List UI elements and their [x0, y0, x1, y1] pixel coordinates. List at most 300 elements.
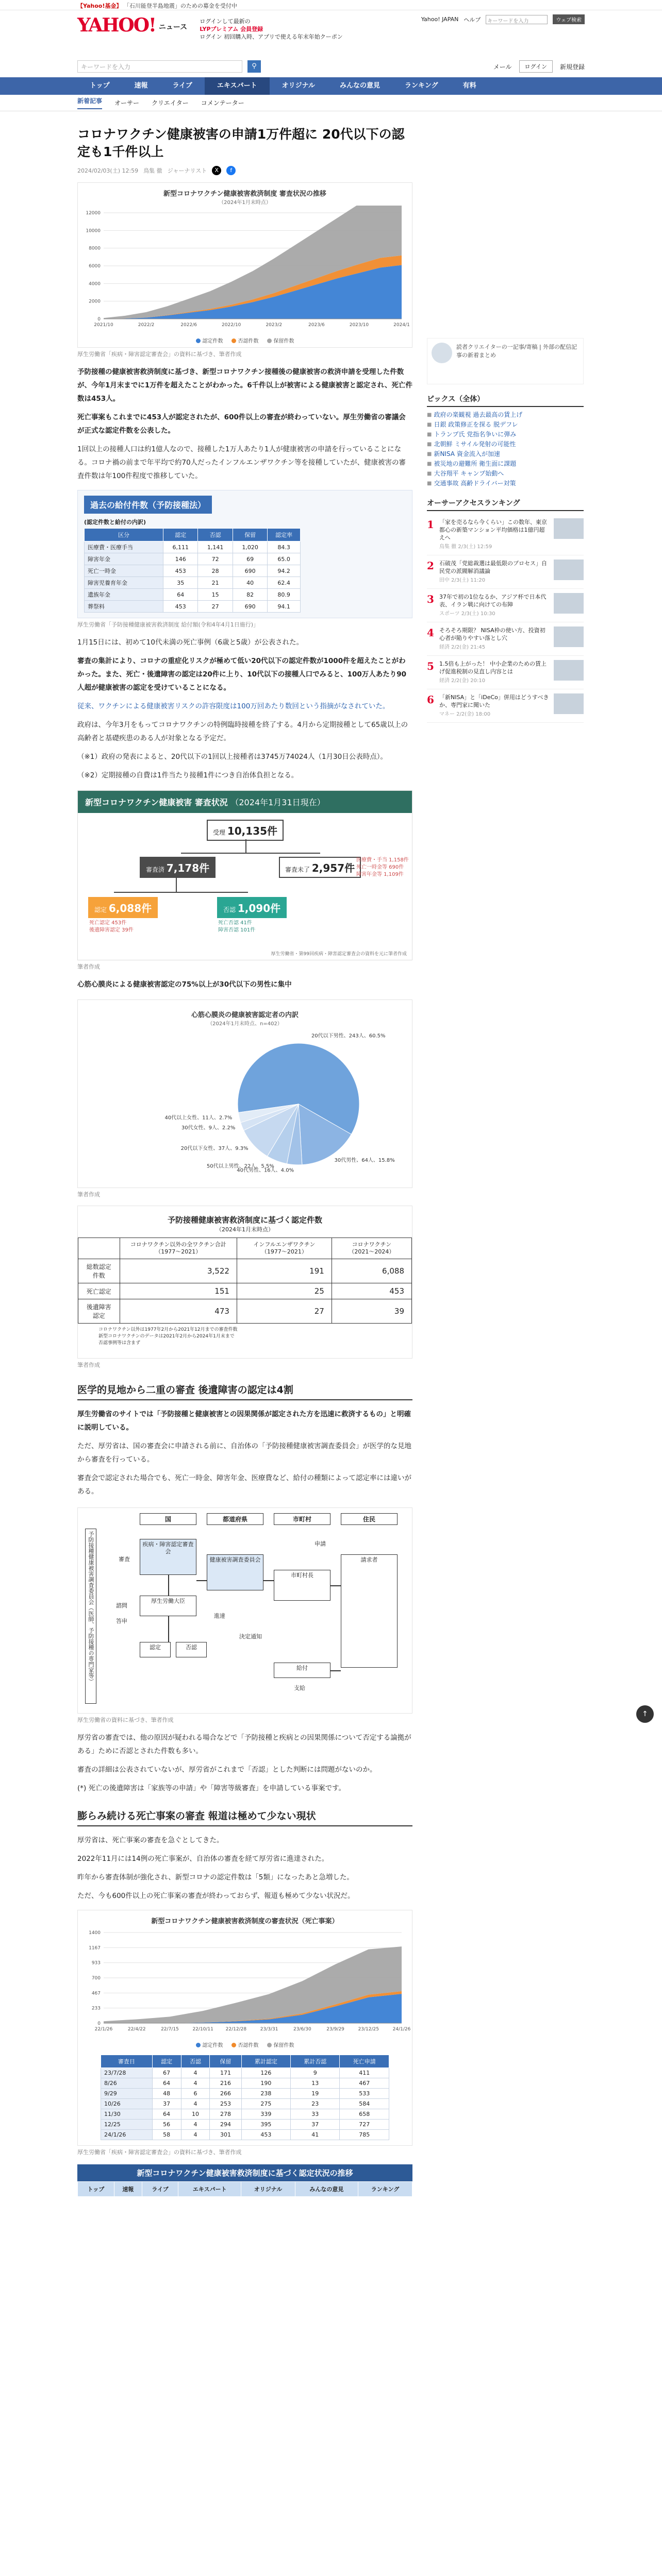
- table-cell: 64: [163, 589, 198, 601]
- table-row: [85, 565, 301, 577]
- paragraph: ただ、今も600件以上の死亡事案の審査が終わっておらず、報道も極めて少ない状況だ。: [77, 1892, 355, 1900]
- flow-arrow: [168, 1616, 169, 1642]
- nav-live[interactable]: ライブ: [172, 82, 192, 90]
- table-cell: 1,141: [198, 541, 233, 553]
- table-cell: 658: [340, 2109, 389, 2120]
- table-cell: 8/26: [101, 2078, 153, 2089]
- pending-value: 2,957件: [311, 862, 355, 874]
- table-row: [85, 541, 301, 553]
- table-cell: 80.9: [268, 589, 301, 601]
- section-heading: 膨らみ続ける死亡事案の審査 報道は極めて少ない現状: [77, 1808, 412, 1826]
- scroll-to-top-icon[interactable]: ↑: [636, 1705, 654, 1723]
- table-cell: 9/29: [101, 2089, 153, 2099]
- table-cell: 453: [241, 2130, 290, 2140]
- table-cell: 94.2: [268, 565, 301, 577]
- table-cell: 84.3: [268, 541, 301, 553]
- y-tick-label: 233: [91, 2006, 101, 2011]
- figure-caption: 厚生労働省の資料に基づき、筆者作成: [77, 1717, 174, 1723]
- pending-box: [279, 857, 361, 878]
- paragraph: [77, 654, 412, 694]
- x-tick-label: 2022/2: [138, 323, 155, 328]
- yahoo-japan-link[interactable]: Yahoo! JAPAN: [421, 16, 459, 23]
- table-cell: 23/7/28: [101, 2068, 153, 2078]
- table-cell: 690: [233, 565, 267, 577]
- table-cell: 27: [237, 1299, 332, 1324]
- table-row: [85, 553, 301, 565]
- approved-notes: [89, 920, 134, 934]
- denied-notes: [218, 920, 255, 934]
- count-title: 予防接種健康被害救済制度に基づく認定件数: [167, 1215, 322, 1225]
- payout-subtitle: (認定件数と給付の内訳): [84, 519, 146, 526]
- pending-note: 障害年金等 1,109件: [356, 872, 404, 877]
- subheader: [0, 56, 662, 77]
- legend-approved: [196, 2041, 223, 2048]
- legend-label: 保留件数: [273, 2043, 294, 2048]
- ranking-item[interactable]: [427, 622, 584, 656]
- connector: [181, 853, 320, 854]
- x-tick-label: 22/10/11: [192, 2027, 213, 2032]
- pending-label: 審査未了: [285, 866, 310, 873]
- table-cell: 27: [198, 601, 233, 613]
- chart-legend: [78, 2041, 412, 2052]
- rank-source: 田中 2/3(土) 11:20: [439, 578, 486, 583]
- row-label: 総数認定件数: [78, 1259, 120, 1283]
- table-cell: 24/1/26: [101, 2130, 153, 2140]
- table-cell: 4: [181, 2078, 210, 2089]
- pickup-item[interactable]: [427, 469, 584, 479]
- rank-text: [439, 660, 550, 685]
- pending-note: 死亡一時金等 690件: [356, 865, 404, 870]
- table-header: オリジナル: [241, 2182, 295, 2197]
- figure-caption: 厚生労働省「疾病・障害認定審査会」の資料に基づき、筆者作成: [77, 351, 242, 358]
- table-cell: 33: [291, 2109, 340, 2120]
- inline-link[interactable]: 従来、ワクチンによる健康被害リスクの許容限度は100万回あたり数回という指摘がなされていた。: [77, 702, 390, 710]
- x-tick-label: 2023/2: [266, 323, 283, 328]
- table-cell: 15: [198, 589, 233, 601]
- pickup-list: [427, 410, 584, 488]
- paragraph: ただ、厚労省は、国の審査会に申請される前に、自治体の「予防接種健康被害調査委員会」が医学的な見地から審査を行っている。: [77, 1442, 411, 1464]
- pie-label: 30代女性、9人、2.2%: [181, 1125, 236, 1131]
- table-cell: 39: [332, 1299, 411, 1324]
- ranking-item[interactable]: [427, 555, 584, 589]
- table-cell: 301: [210, 2130, 241, 2140]
- table-header: コロナワクチン（2021〜2024）: [332, 1238, 411, 1259]
- pickup-item[interactable]: [427, 430, 584, 439]
- rank-title: 37年で初の1位なるか、アジア杯で日本代表、イラン戦に向けての布陣: [439, 594, 547, 608]
- nav-expert[interactable]: エキスパート: [205, 77, 270, 95]
- table-cell: 64: [152, 2078, 181, 2089]
- rank-thumbnail: [554, 693, 584, 714]
- table-cell: 62.4: [268, 577, 301, 589]
- camera-icon: ■: [427, 422, 432, 428]
- flow-benefit: 給付: [274, 1663, 330, 1678]
- ranking-heading: オーサーアクセスランキング: [427, 496, 584, 511]
- death-table: [101, 2055, 389, 2140]
- payout-table: [84, 528, 301, 613]
- table-cell: 1,020: [233, 541, 267, 553]
- table-row: [85, 601, 301, 613]
- rank-number: 4: [427, 626, 434, 639]
- count-note: 新型コロナワクチンのデータは2021年2月から2024年1月末まで: [98, 1334, 235, 1339]
- flow-label: 諮問: [109, 1601, 135, 1611]
- search-icon[interactable]: ⚲: [247, 60, 261, 73]
- help-link[interactable]: ヘルプ: [464, 16, 481, 23]
- table-cell: 411: [340, 2068, 389, 2078]
- legend-pending: [267, 336, 294, 344]
- signup-link[interactable]: 新規登録: [559, 63, 585, 71]
- table-cell: 82: [233, 589, 267, 601]
- count-note: コロナワクチン以外は1977年2月から2021年12月までの審査件数: [98, 1327, 238, 1332]
- table-cell: 35: [163, 577, 198, 589]
- pending-note: 医療費・手当 1,158件: [356, 857, 409, 863]
- table-cell: 473: [120, 1299, 237, 1324]
- y-tick-label: 933: [91, 1960, 101, 1966]
- pickup-text: 大谷翔平 キャンプ始動へ: [434, 470, 504, 477]
- camera-icon: ■: [427, 481, 432, 486]
- pickup-item[interactable]: [427, 459, 584, 469]
- table-row: [101, 2130, 389, 2140]
- x-tick-label: 23/9/29: [326, 2027, 344, 2032]
- payout-figure: [77, 490, 412, 618]
- approved-note: 死亡認定 453件: [89, 920, 127, 926]
- table-cell: 医療費・医療手当: [85, 541, 163, 553]
- table-cell: 294: [210, 2120, 241, 2130]
- flow-label: 進達: [207, 1611, 233, 1621]
- table-header: 速報: [114, 2182, 142, 2197]
- denied-note: 死亡否認 41件: [218, 920, 252, 926]
- subnav-author[interactable]: オーサー: [114, 99, 140, 107]
- chart-title: 新型コロナワクチン健康被害救済制度の審査状況（死亡事案）: [151, 1918, 339, 1925]
- table-cell: 58: [152, 2130, 181, 2140]
- subnav-new[interactable]: 新着記事: [77, 96, 102, 109]
- table-row: [101, 2120, 389, 2130]
- content-wrap: [0, 111, 662, 2197]
- para-bold: 死亡事案もこれまでに453人が認定されたが、600件以上の審査が終わっていない。厚生労働省の審議会が正式な認定件数を公表した。: [77, 413, 406, 435]
- table-header: 区分: [85, 529, 163, 541]
- table-cell: 690: [233, 601, 267, 613]
- paragraph: [77, 1408, 412, 1434]
- para-bold: 心筋心膜炎による健康被害認定の75%以上が30代以下の男性に集中: [77, 980, 292, 989]
- header-promo-line: ログイン 初回購入時、アプリで使える年末年始クーポン: [200, 33, 343, 40]
- ranking-item[interactable]: [427, 514, 584, 555]
- header-search-input[interactable]: キーワードを入力: [486, 15, 548, 24]
- subnav-commentator[interactable]: コメンテーター: [201, 99, 244, 107]
- table-row: [101, 2068, 389, 2078]
- rank-title: 「新NISA」と「iDeCo」併用はどうすべきか、専門家に聞いた: [439, 694, 549, 708]
- web-search-button[interactable]: ウェブ検索: [553, 14, 585, 24]
- chart-legend: [78, 336, 412, 347]
- legend-pending: [267, 2041, 294, 2048]
- article: [77, 122, 412, 2197]
- flow-head-prefecture: 都道府県: [207, 1513, 263, 1525]
- y-tick-label: 0: [97, 317, 101, 322]
- nav-original[interactable]: オリジナル: [282, 82, 315, 90]
- camera-icon: ■: [427, 442, 432, 447]
- table-header: 認定率: [268, 529, 301, 541]
- rank-source: 経済 2/2(金) 21:45: [439, 645, 486, 650]
- pie-figure: [77, 999, 412, 1188]
- mail-link[interactable]: メール: [493, 63, 512, 71]
- paragraph: [77, 411, 412, 437]
- table-cell: 275: [241, 2099, 290, 2109]
- login-area: [493, 60, 585, 73]
- ranking-item[interactable]: [427, 589, 584, 622]
- rank-title: 石破茂「党総裁選は最低限のプロセス」自民党の派閥解消議論: [439, 560, 547, 574]
- table-row: [85, 577, 301, 589]
- denied-label: 否認: [223, 906, 236, 913]
- table-row: [78, 1259, 412, 1283]
- pie-label: 20代以下女性、37人、9.3%: [180, 1145, 249, 1151]
- search-input[interactable]: キーワードを入力: [77, 60, 242, 73]
- table-cell: 6: [181, 2089, 210, 2099]
- approved-value: 6,088件: [108, 902, 152, 914]
- rank-text: [439, 693, 550, 718]
- facebook-share-icon[interactable]: f: [226, 166, 236, 175]
- flow-label: 申請: [305, 1539, 336, 1549]
- rank-text: [439, 518, 550, 551]
- y-tick-label: 1400: [89, 1930, 101, 1936]
- table-cell: 6,111: [163, 541, 198, 553]
- table-header: 認定: [163, 529, 198, 541]
- table-cell: 395: [241, 2120, 290, 2130]
- paragraph: 1月15日には、初めて10代未満の死亡事例（6歳と5歳）が公表された。: [77, 638, 304, 647]
- flow-investigation: 健康被害調査委員会: [207, 1554, 263, 1590]
- author-role: ジャーナリスト: [167, 167, 207, 174]
- table-cell: 37: [152, 2099, 181, 2109]
- paragraph: 厚労省は、死亡事案の審査を急ぐとしてきた。: [77, 1836, 224, 1844]
- connector: [114, 892, 248, 893]
- table-header: 累計認定: [241, 2055, 290, 2068]
- table-row: [78, 1283, 412, 1299]
- row-label: 後遺障害認定: [78, 1299, 120, 1324]
- flow-approved: 認定: [140, 1642, 171, 1657]
- camera-icon: ■: [427, 471, 432, 477]
- table-cell: 10: [181, 2109, 210, 2120]
- table-cell: 11/30: [101, 2109, 153, 2120]
- table-cell: 238: [241, 2089, 290, 2099]
- table-cell: 278: [210, 2109, 241, 2120]
- nav-ranking[interactable]: ランキング: [405, 82, 438, 90]
- count-figure: [77, 1206, 412, 1359]
- legend-label: 保留件数: [273, 338, 294, 344]
- bottom-band: 新型コロナワクチン健康被害救済制度に基づく認定状況の推移: [77, 2164, 412, 2181]
- table-cell: 64: [152, 2109, 181, 2120]
- paragraph: [77, 365, 412, 405]
- chart-subtitle: （2024年1月末時点）: [219, 200, 271, 206]
- author-name[interactable]: 鳥集 徹: [143, 167, 162, 174]
- pie-label: 40代男性、16人、4.0%: [237, 1167, 294, 1174]
- table-cell: 467: [340, 2078, 389, 2089]
- rank-text: [439, 626, 550, 651]
- pickup-item[interactable]: [427, 439, 584, 449]
- pickup-text: 新NISA 資金流入が加速: [434, 450, 500, 457]
- pie-label: 50代以上男性、22人、5.5%: [206, 1163, 274, 1170]
- chart-title: 新型コロナワクチン健康被害救済制度 審査状況の推移: [163, 190, 326, 198]
- ranking-item[interactable]: [427, 656, 584, 689]
- login-button[interactable]: ログイン: [519, 60, 553, 73]
- y-tick-label: 8000: [89, 246, 101, 251]
- table-cell: 25: [237, 1283, 332, 1299]
- pickup-item[interactable]: [427, 410, 584, 420]
- section-heading: 医学的見地から二重の審査 後遺障害の認定は4割: [77, 1382, 412, 1400]
- y-tick-label: 6000: [89, 264, 101, 269]
- x-tick-label: 23/6/30: [293, 2027, 311, 2032]
- pie-label: 40代以上女性、11人、2.7%: [164, 1115, 233, 1121]
- count-subtitle: （2024年1月末時点）: [216, 1226, 274, 1233]
- legend-approved: [196, 336, 223, 344]
- table-cell: 171: [210, 2068, 241, 2078]
- x-tick-label: 2023/6: [308, 323, 325, 328]
- table-cell: 障害児養育年金: [85, 577, 163, 589]
- legend-denied: [231, 336, 259, 344]
- paragraph: 審査の詳細は公表されていないが、厚労省がこれまで「否認」とした判断には問題がないのか。: [77, 1766, 377, 1774]
- table-cell: 727: [340, 2120, 389, 2130]
- promo-bar[interactable]: [0, 0, 662, 10]
- received-box: [207, 820, 284, 841]
- pickup-item[interactable]: [427, 479, 584, 488]
- y-tick-label: 2000: [89, 299, 101, 304]
- table-cell: 28: [198, 565, 233, 577]
- rank-title: 「家を売るなら今くらい」この数年、東京都心の新築マンション平均価格は1億円超えへ: [439, 519, 547, 541]
- table-cell: 4: [181, 2068, 210, 2078]
- table-row: [101, 2109, 389, 2120]
- pie-label: 20代以下男性、243人、60.5%: [311, 1033, 386, 1039]
- table-cell: 障害年金: [85, 553, 163, 565]
- table-cell: 40: [233, 577, 267, 589]
- count-note: 否認事例等は含まず: [98, 1341, 141, 1346]
- table-header: ライブ: [142, 2182, 178, 2197]
- ad-avatar: [432, 343, 452, 363]
- subnav-creator[interactable]: クリエイター: [152, 99, 189, 107]
- table-cell: 56: [152, 2120, 181, 2130]
- article-date: 2024/02/03(土) 12:59: [77, 167, 139, 174]
- table-header: [78, 1238, 120, 1259]
- header-promo[interactable]: [200, 18, 343, 41]
- table-header: ランキング: [358, 2182, 412, 2197]
- pie-chart-svg: [82, 1027, 408, 1181]
- table-row: [85, 589, 301, 601]
- yahoo-logo[interactable]: YAHOO!: [77, 14, 156, 36]
- approved-note: 後遺障害認定 39件: [89, 927, 134, 933]
- para-bold: 予防接種の健康被害救済制度に基づき、新型コロナワクチン接種後の健康被害の救済申請を受理した件数が、今年1月末までに1万件を超えたことがわかった。6千件以上が被害による健康被害と認定され、死亡件数は453人。: [77, 368, 412, 403]
- table-cell: 72: [198, 553, 233, 565]
- table-cell: 253: [210, 2099, 241, 2109]
- nav-opinion[interactable]: みんなの意見: [339, 82, 380, 90]
- rank-title: 1.5倍も上がった！ 中小企業のための賃上げ促進税制の見直し内容とは: [439, 660, 547, 675]
- x-tick-label: 2022/10: [222, 323, 241, 328]
- ad-text: 読者クリエイターの一記事/寄稿 | 外部の配信記事の新着まとめ: [456, 344, 577, 359]
- table-header: 保留: [233, 529, 267, 541]
- rank-number: 1: [427, 518, 434, 531]
- reviewed-value: 7,178件: [166, 862, 210, 874]
- pickup-item[interactable]: [427, 420, 584, 430]
- approved-label: 認定: [94, 906, 107, 913]
- figure-caption: 筆者作成: [77, 963, 100, 970]
- logo-sub[interactable]: ニュース: [158, 23, 188, 31]
- table-cell: 94.1: [268, 601, 301, 613]
- status-date: （2024年1月31日現在）: [230, 798, 325, 807]
- pickup-item[interactable]: [427, 449, 584, 459]
- flow-head-national: 国: [140, 1513, 196, 1525]
- flow-mayor: 市町村長: [274, 1570, 330, 1601]
- table-cell: 12/25: [101, 2120, 153, 2130]
- table-cell: 遺族年金: [85, 589, 163, 601]
- flow-arrow: [196, 1580, 207, 1581]
- table-cell: 13: [291, 2078, 340, 2089]
- sidebar: [427, 122, 584, 2197]
- rank-source: スポーツ 2/3(土) 10:30: [439, 611, 495, 617]
- nav-top[interactable]: トップ: [90, 82, 110, 90]
- camera-icon: ■: [427, 412, 432, 418]
- ranking-item[interactable]: [427, 689, 584, 723]
- flow-label: 支給: [284, 1683, 315, 1693]
- review-flow-diagram: [77, 1507, 412, 1714]
- table-cell: 266: [210, 2089, 241, 2099]
- table-cell: 死亡一時金: [85, 565, 163, 577]
- x-tick-label: 2024/1: [393, 323, 410, 328]
- sidebar-ad[interactable]: [427, 338, 584, 384]
- promo-prefix: 【Yahoo!基金】: [77, 3, 122, 9]
- rank-source: マネー 2/2(金) 18:00: [439, 711, 491, 717]
- connector: [245, 839, 246, 854]
- flow-minister: 厚生労働大臣: [140, 1596, 196, 1616]
- y-tick-label: 0: [97, 2021, 101, 2026]
- flow-arrow: [330, 1670, 341, 1671]
- x-tick-label: 2023/10: [349, 323, 369, 328]
- header-right: [421, 14, 585, 24]
- figure-caption: 筆者作成: [77, 1362, 100, 1368]
- rank-source: 鳥集 徹 2/3(土) 12:59: [439, 544, 492, 550]
- table-cell: 41: [291, 2130, 340, 2140]
- pickup-text: トランプ氏 党指名争いに弾み: [434, 431, 517, 438]
- table-header: 死亡申請: [340, 2055, 389, 2068]
- pie-label: 30代男性、64人、15.8%: [334, 1158, 395, 1164]
- footnote: （※1）政府の発表によると、20代以下の1回以上接種者は3745万74024人（1月30日公表時点）。: [77, 753, 387, 761]
- rank-number: 5: [427, 660, 434, 672]
- pie-subtitle: （2024年1月末時点、n=402）: [207, 1021, 283, 1027]
- camera-icon: ■: [427, 432, 432, 437]
- x-share-icon[interactable]: X: [212, 166, 221, 175]
- figure-caption: 厚生労働省「予防接種健康被害救済制度 給付額(令和4年4月1日施行)」: [77, 621, 259, 628]
- count-notes: [98, 1327, 391, 1347]
- bottom-table: [77, 2181, 412, 2197]
- table-row: [101, 2078, 389, 2089]
- reviewed-box: [140, 857, 216, 878]
- header-promo-line: LYPプレミアム 会員登録: [200, 26, 263, 32]
- legend-label: 否認件数: [238, 2043, 259, 2048]
- flow-applicant: 請求者: [341, 1554, 398, 1668]
- x-tick-label: 22/12/28: [225, 2027, 247, 2032]
- connector: [176, 877, 177, 893]
- nav-paid[interactable]: 有料: [462, 82, 476, 90]
- denied-value: 1,090件: [237, 902, 281, 914]
- table-cell: 69: [233, 553, 267, 565]
- table-cell: 葬祭料: [85, 601, 163, 613]
- camera-icon: ■: [427, 461, 432, 467]
- status-title-text: 新型コロナワクチン健康被害 審査状況: [85, 798, 228, 807]
- paragraph: [77, 700, 412, 713]
- table-row: [101, 2099, 389, 2109]
- paragraph: 厚労省の審査では、他の原因が疑われる場合などで「予防接種と疾病との因果関係について否定する論拠がある」ために否認とされた件数も多い。: [77, 1734, 411, 1755]
- denied-box: [217, 897, 287, 918]
- table-cell: 3,522: [120, 1259, 237, 1283]
- table-cell: 339: [241, 2109, 290, 2120]
- table-header: 否認: [198, 529, 233, 541]
- table-cell: 37: [291, 2120, 340, 2130]
- header-promo-line: ログインして最新の: [200, 18, 251, 25]
- nav-breaking[interactable]: 速報: [134, 82, 148, 90]
- paragraph: 2022年11月には14例の死亡事案が、自治体の審査を経て厚労省に進達された。: [77, 1855, 329, 1863]
